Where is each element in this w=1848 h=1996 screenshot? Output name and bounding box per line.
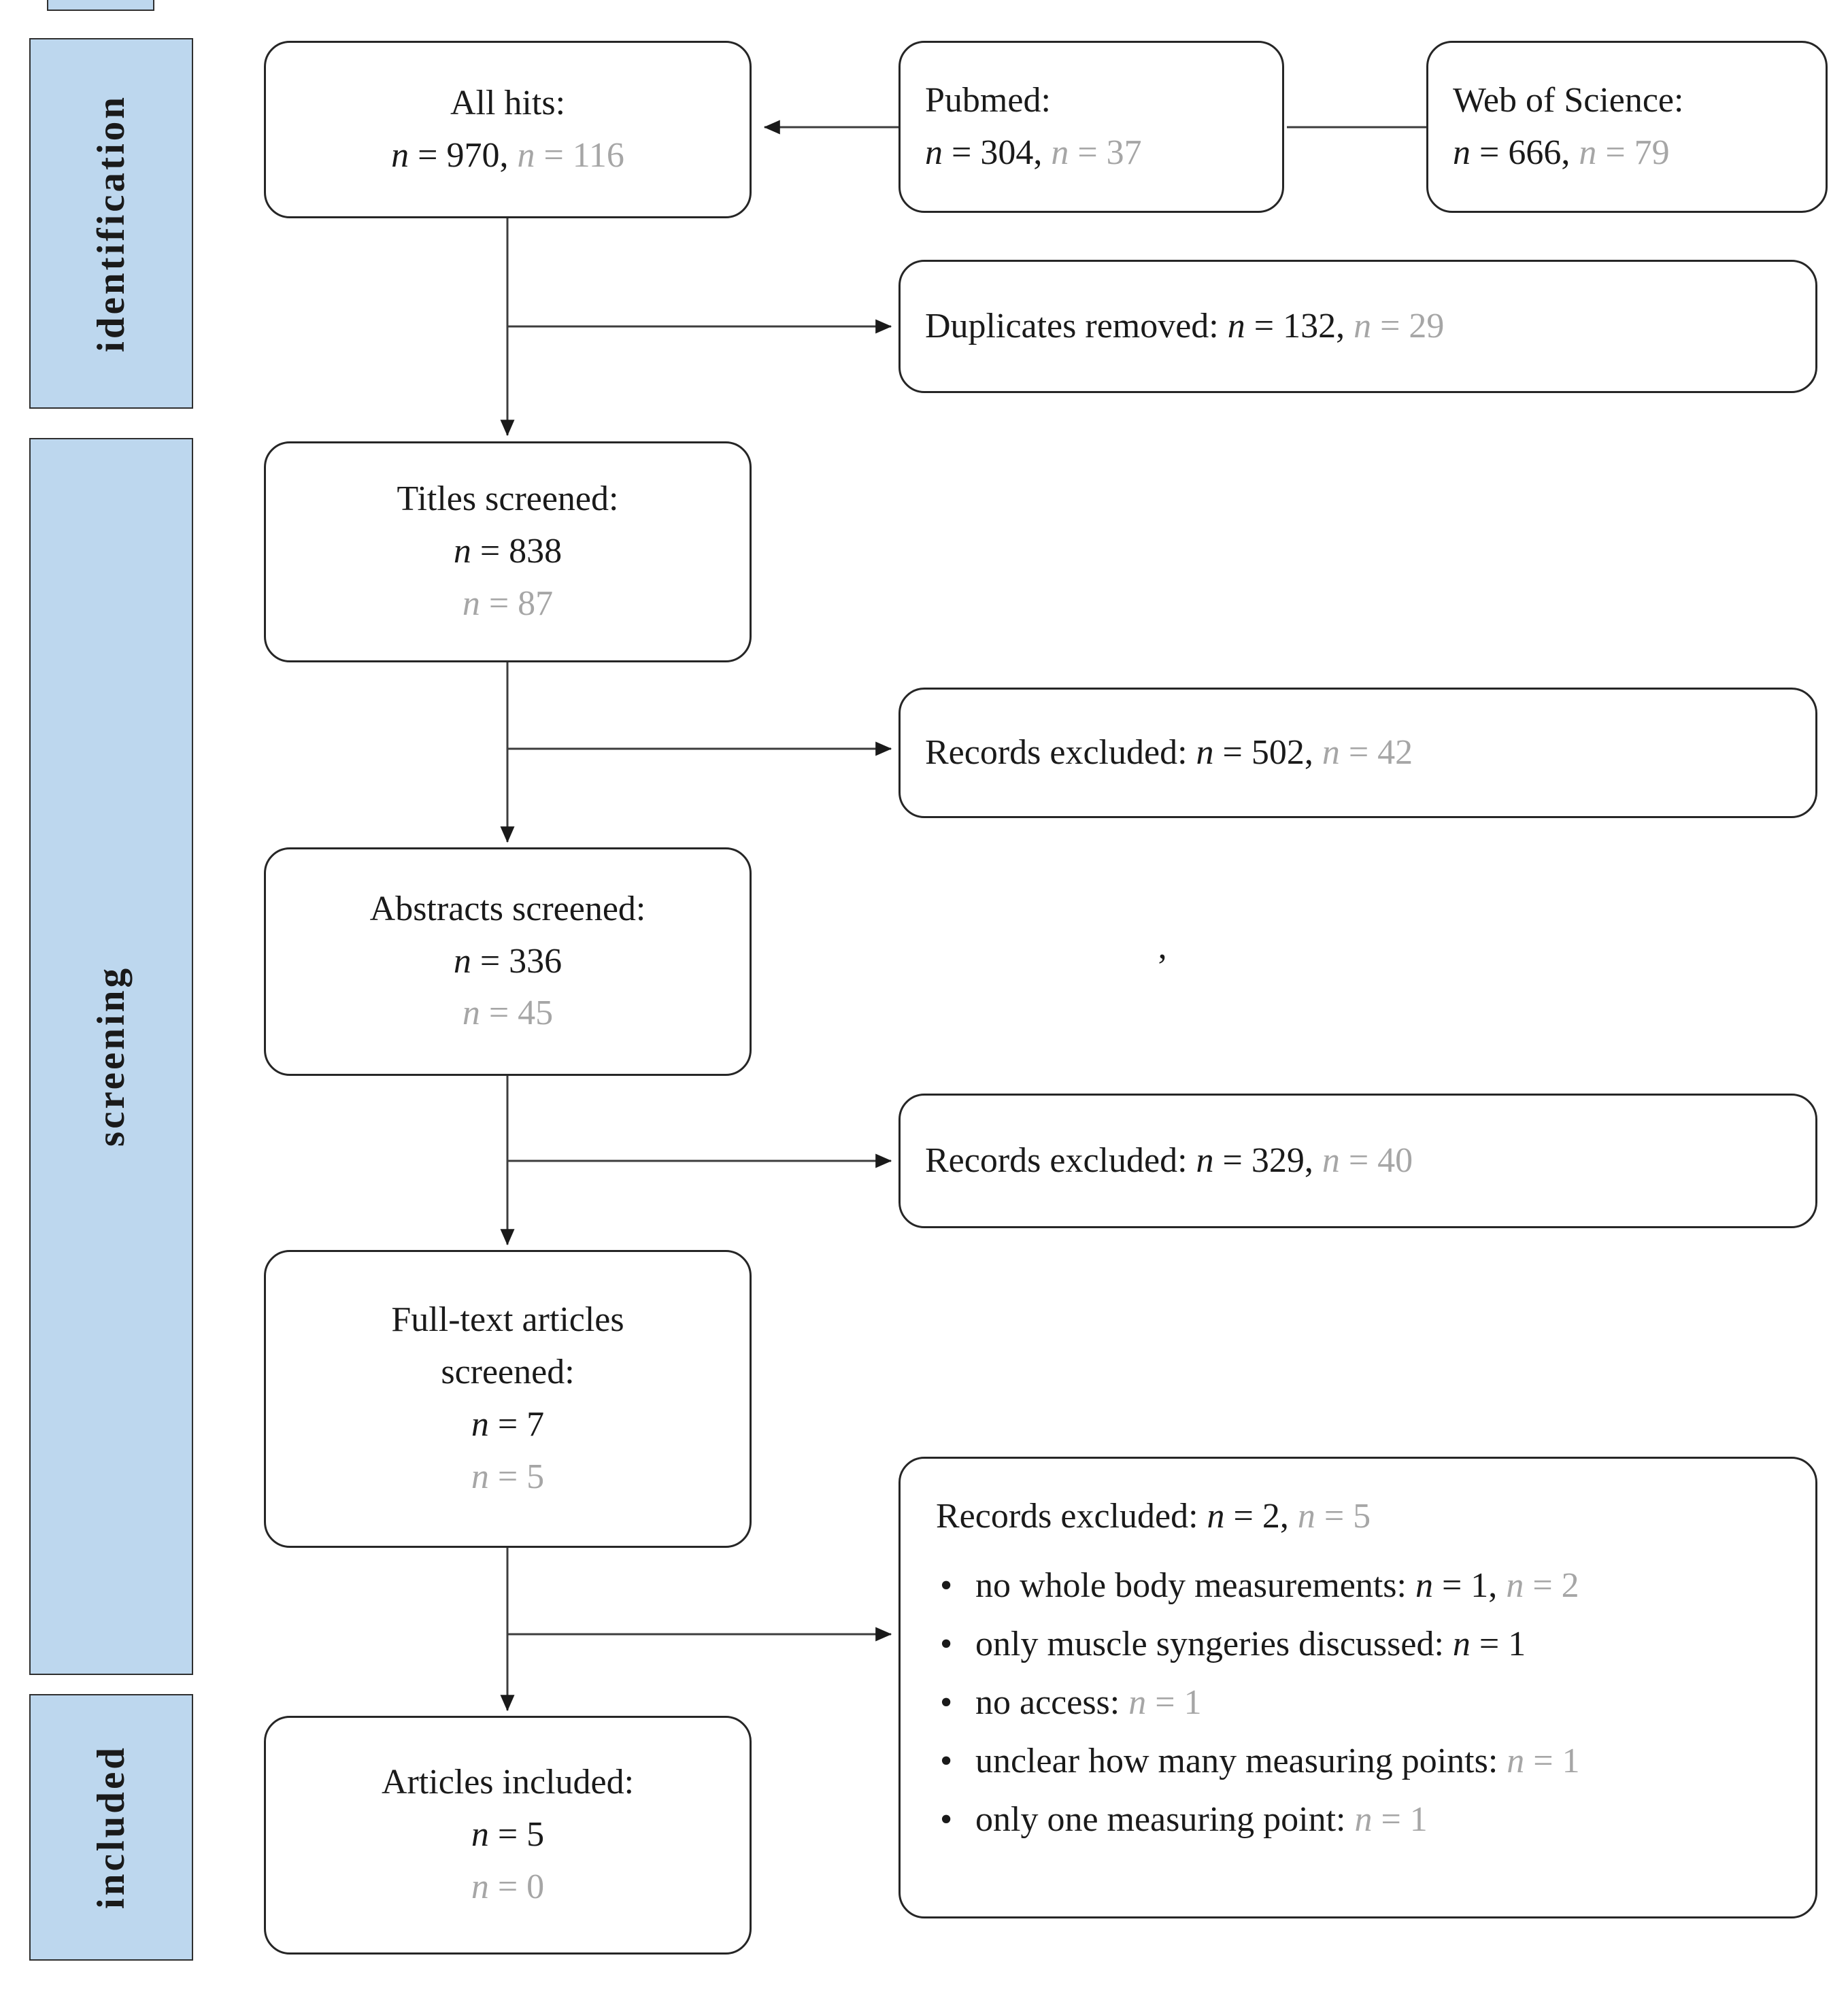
stage-identification-bar — [29, 38, 193, 409]
top-edge-bar-artifact — [47, 0, 154, 11]
exclusion-reason-item — [936, 1735, 1580, 1788]
duplicates-removed-label: Duplicates removed: — [925, 306, 1228, 345]
pubmed-title: Pubmed: — [925, 80, 1051, 120]
records-excluded-abstracts-counts: n = 329, n = 40 — [1196, 1140, 1413, 1180]
stage-screening-bar — [29, 438, 193, 1675]
all-hits-counts: n = 970, n = 116 — [391, 135, 624, 175]
box-records-excluded-titles — [898, 688, 1817, 818]
exclusion-reason-text: only muscle syngeries discussed: n = 1 — [975, 1625, 1526, 1663]
exclusion-reason-text: only one measuring point: n = 1 — [975, 1800, 1428, 1839]
records-excluded-fulltext-label: Records excluded: — [936, 1497, 1207, 1536]
exclusion-reason-text: no access: n = 1 — [975, 1683, 1202, 1722]
web-of-science-counts: n = 666, n = 79 — [1453, 133, 1670, 172]
exclusion-reason-text: no whole body measurements: n = 1, n = 2 — [975, 1566, 1579, 1605]
web-of-science-title: Web of Science: — [1453, 80, 1684, 120]
exclusion-reason-item — [936, 1618, 1580, 1671]
box-duplicates-removed — [898, 260, 1817, 393]
articles-included-title: Articles included: — [381, 1763, 635, 1802]
records-excluded-titles-line — [925, 727, 1413, 779]
records-excluded-abstracts-label: Records excluded: — [925, 1140, 1196, 1180]
articles-included-count-black: n = 5 — [471, 1815, 545, 1855]
bullet-icon: • — [940, 1683, 953, 1722]
duplicates-removed-line — [925, 301, 1444, 353]
exclusion-reason-list — [936, 1559, 1580, 1846]
records-excluded-titles-label: Records excluded: — [925, 732, 1196, 772]
exclusion-reason-item — [936, 1559, 1580, 1612]
box-all-hits — [264, 41, 752, 218]
records-excluded-fulltext-heading — [936, 1490, 1371, 1543]
articles-included-count-gray: n = 0 — [471, 1867, 545, 1906]
fulltext-screened-count-gray: n = 5 — [471, 1457, 545, 1496]
records-excluded-titles-counts: n = 502, n = 42 — [1196, 732, 1413, 772]
records-excluded-abstracts-line — [925, 1135, 1413, 1187]
fulltext-screened-title-line2: screened: — [441, 1353, 575, 1392]
fulltext-screened-count-black: n = 7 — [471, 1405, 545, 1444]
box-records-excluded-abstracts — [898, 1094, 1817, 1228]
stage-included-label: included — [90, 1745, 133, 1910]
exclusion-reason-item — [936, 1793, 1580, 1846]
stage-screening-label: screening — [90, 966, 133, 1147]
abstracts-screened-count-gray: n = 45 — [462, 994, 554, 1033]
box-articles-included — [264, 1716, 752, 1955]
abstracts-screened-title: Abstracts screened: — [369, 889, 646, 928]
titles-screened-count-black: n = 838 — [453, 532, 562, 571]
bullet-icon: • — [940, 1625, 953, 1663]
titles-screened-title: Titles screened: — [397, 479, 619, 519]
stage-included-bar — [29, 1694, 193, 1961]
bullet-icon: • — [940, 1800, 953, 1839]
duplicates-removed-counts: n = 132, n = 29 — [1227, 306, 1445, 345]
box-titles-screened — [264, 441, 752, 662]
fulltext-screened-title-line1: Full-text articles — [391, 1300, 624, 1340]
stray-quote-mark: ’ — [1156, 947, 1169, 986]
box-abstracts-screened — [264, 847, 752, 1076]
box-fulltext-screened — [264, 1250, 752, 1548]
all-hits-title: All hits: — [450, 83, 566, 122]
box-records-excluded-fulltext — [898, 1457, 1817, 1918]
abstracts-screened-count-black: n = 336 — [453, 941, 562, 981]
box-pubmed — [898, 41, 1284, 213]
bullet-icon: • — [940, 1566, 953, 1605]
bullet-icon: • — [940, 1742, 953, 1780]
records-excluded-fulltext-counts: n = 2, n = 5 — [1207, 1497, 1371, 1536]
titles-screened-count-gray: n = 87 — [462, 583, 554, 623]
box-web-of-science — [1426, 41, 1828, 213]
exclusion-reason-text: unclear how many measuring points: n = 1 — [975, 1742, 1580, 1780]
pubmed-counts: n = 304, n = 37 — [925, 133, 1142, 172]
stage-identification-label: identification — [90, 95, 133, 352]
exclusion-reason-item — [936, 1676, 1580, 1729]
